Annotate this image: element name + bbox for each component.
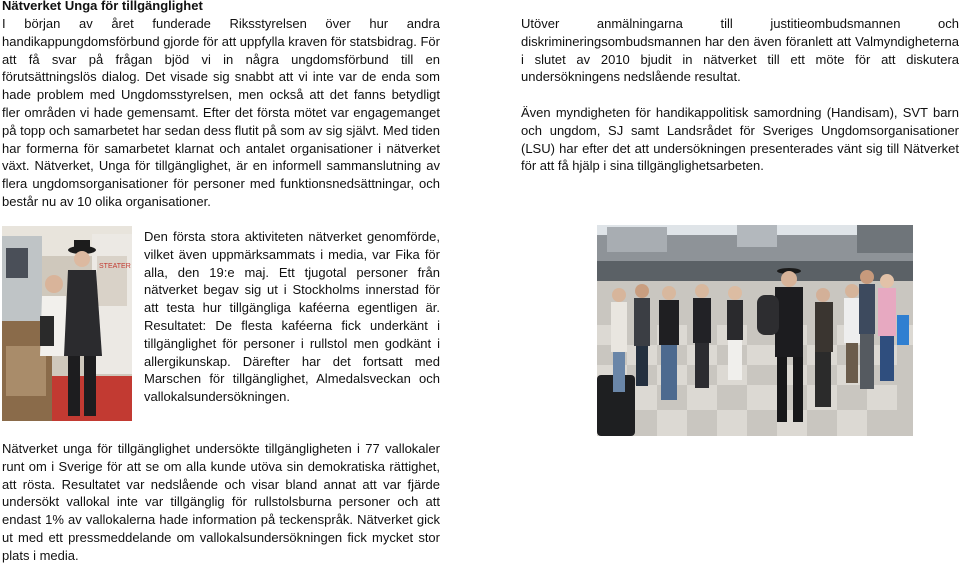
right-paragraph-1: Utöver anmälningarna till justitieombudsmannen och diskrimineringsombudsmannen har den även föranlett att Valmyndigheterna i slutet av 2010 bjudit in nätverket till ett möte för att diskutera undersökningens nedslående resultat.: [521, 16, 959, 85]
right-paragraph-2: Även myndigheten för handikappolitisk samordning (Handisam), SVT barn och ungdom, SJ samt Landsrådet för Sveriges Ungdomsorganisationer (LSU) har efter det att undersökningen presenterades vänt sig till Nätverket för att få hjälp i sina tillgänglighetsarbeten.: [521, 104, 959, 174]
cafe-photo: [2, 226, 132, 421]
group-photo: [597, 225, 913, 436]
intro-paragraph: I början av året funderade Riksstyrelsen över hur andra handikappungdomsförbund gjorde för att uppfylla kraven för statsbidrag. För att få svar på frågan bjöd vi in några ungdomsförbund till en förutsättningslös dialog. Det visade sig snabbt att vi inte var de enda som hade problem med Ungdomsstyrelsen, men också att det fanns betydligt fler områden vi hade gemensamt. Efter det första mötet var engagemanget på topp och samarbetet har sedan dess flutit på som av sig självt. Med tiden har formerna för samarbetet klarnat och antalet organisationer i nätverket växt. Nätverket, Unga för tillgänglighet, är en informell sammanslutning av flera ungdomsorganisationer för personer med funktionsnedsättningar, och består nu av 10 olika organisationer.: [2, 16, 440, 209]
survey-paragraph: Nätverket unga för tillgänglighet undersökte tillgängligheten i 77 vallokaler runt om i Sverige för att se om alla kunde utöva sin demokratiska rättighet, att rösta. Resultatet var nedslående och visar bland annat att var fjärde undersökt vallokal inte var tillgänglig för rullstolsburna personer och att endast 1% av vallokalerna hade information på teckenspråk. Nätverket gick ut med ett pressmeddelande om vallokalsundersökningen fick mycket stor plats i media.: [2, 441, 440, 563]
article-title: Nätverket Unga för tillgänglighet: [2, 0, 203, 13]
activity-paragraph: Den första stora aktiviteten nätverket genomförde, vilket även uppmärksammats i media, var Fika för alla, den 19:e maj. Ett tjugotal personer från nätverket begav sig ut i Stockholms innerstad för att testa hur tillgängliga kaféerna egentligen är. Resultatet: De flesta kaféerna fick underkänt i tillgänglighet för personer i rullstol men godkänt i allergikunskap. Därefter har det fortsatt med Marschen för tillgänglighet, Almedalsveckan och vallokalsundersökningen.: [144, 229, 440, 405]
cafe-sign-text: STEATER: [99, 263, 131, 270]
right-column: [521, 15, 959, 175]
